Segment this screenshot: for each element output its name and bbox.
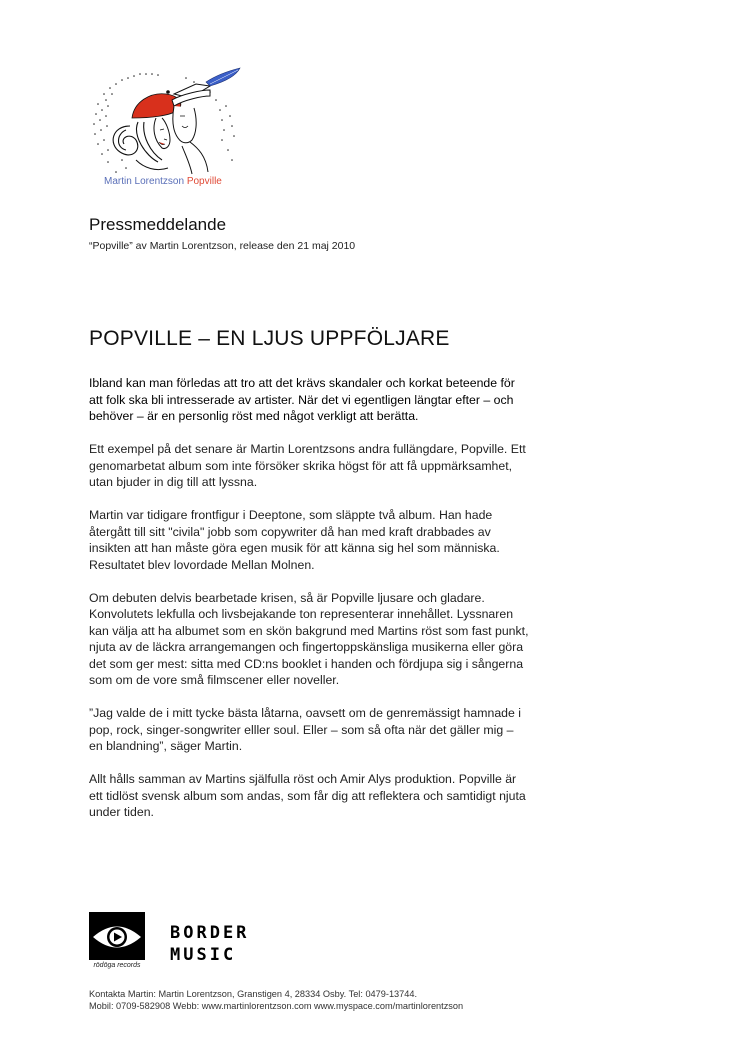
body-paragraph: Allt hålls samman av Martins själfulla röst och Amir Alys produktion. Popville är ett tidlöst svensk album som andas, som får dig att reflektera och samtidigt njuta under tiden. [89,772,526,819]
boy-face [173,106,196,143]
border-music-line2: MUSIC [170,945,237,965]
article-title: POPVILLE – EN LJUS UPPFÖLJARE [89,327,450,350]
border-music-line1: BORDER [170,923,250,943]
body-paragraph: Om debuten delvis bearbetade krisen, så är Popville ljusare och gladare. Konvolutets lekfulla och livsbejakande ton representerar innehållet. Lyssnaren kan välja att ha albumet som en skön bakgrund med Martins röst som fast punkt, njuta av de läckra arrangemangen och fingertoppskänsliga musikerna eller göra det som ger mest: sitta med CD:ns booklet i handen och fördjupa sig i sångerna som om de vore små filmscener eller noveller. [89,590,529,687]
contact-line-2: Mobil: 0709-582908 Webb: www.martinlorentzson.com www.myspace.com/martinlorentzson [89,1001,464,1011]
artist-name: Martin Lorentzson [104,176,185,187]
border-music-logo [170,922,250,968]
album-logo-caption [104,176,222,187]
album-name: Popville [186,176,222,187]
contact-footer [89,988,463,1012]
article-body [89,375,529,837]
lead-paragraph: Ibland kan man förledas att tro att det krävs skandaler och korkat beteende för att folk ska bli intresserade av artister. När det vi egentligen längtar efter – och behöver – är en personlig röst med något verkligt att berätta. [89,376,515,423]
body-paragraph: Martin var tidigare frontfigur i Deeptone, som släppte två album. Han hade återgått till sitt "civila" jobb som copywriter då han med kraft drabbades av insikten att han måste göra egen musik för att känna sig hel som människa. Resultatet blev lovordade Mellan Molnen. [89,508,500,572]
page-subheading: “Popville” av Martin Lorentzson, release den 21 maj 2010 [89,240,356,252]
body-paragraph: Ett exempel på det senare är Martin Lorentzsons andra fullängdare, Popville. Ett genomarbetat album som inte försöker skrika högst för att få uppmärksamhet, utan bjuder in dig till att lyssna. [89,442,526,489]
rodoga-label: rödöga records [93,962,141,969]
popville-illustration [86,64,256,192]
body-paragraph: ”Jag valde de i mitt tycke bästa låtarna, oavsett om de genremässigt hamnade i pop, rock, singer-songwriter elller soul. Eller – som så ofta när det gäller mig – en blandning”, säger Martin. [89,706,521,753]
contact-line-1: Kontakta Martin: Martin Lorentzson, Granstigen 4, 28334 Osby. Tel: 0479-13744. [89,989,418,999]
page-heading: Pressmeddelande [89,215,227,234]
